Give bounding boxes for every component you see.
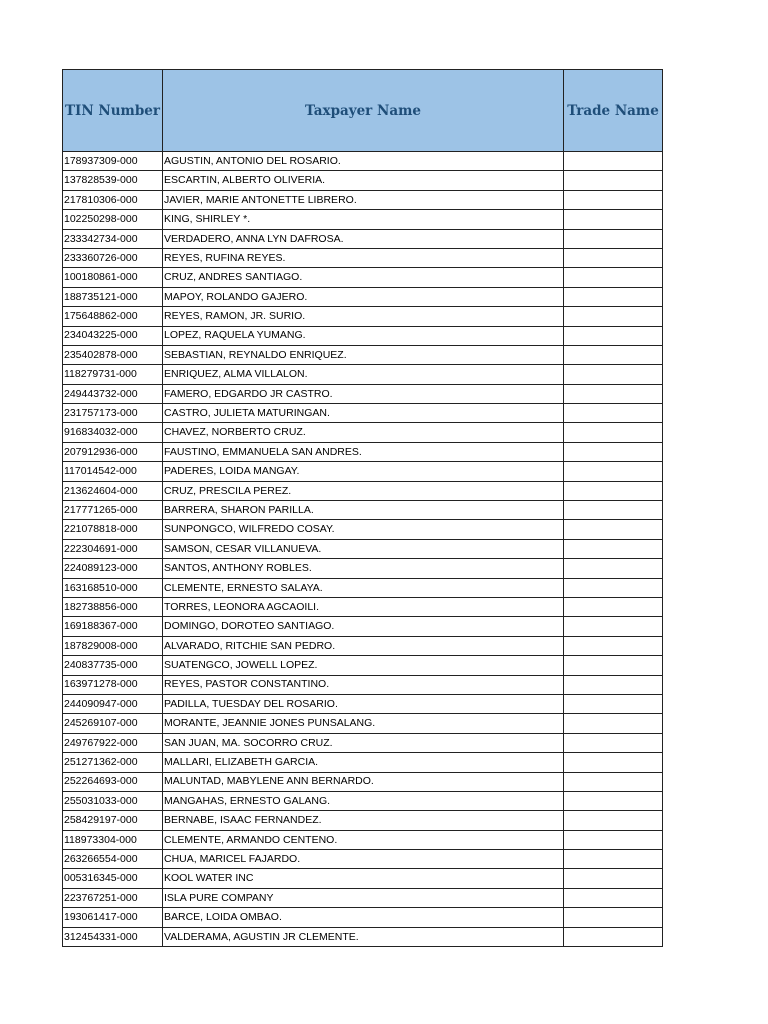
tin-number-cell: 231757173-000 [63, 404, 163, 423]
taxpayer-name-cell: BERNABE, ISAAC FERNANDEZ. [163, 811, 564, 830]
table-row [63, 772, 663, 791]
trade-name-cell [564, 210, 663, 229]
table-row [63, 656, 663, 675]
table-row [63, 462, 663, 481]
tin-number-cell: 163971278-000 [63, 675, 163, 694]
header-trade-name: Trade Name [564, 70, 663, 152]
tin-number-cell: 224089123-000 [63, 559, 163, 578]
trade-name-cell [564, 287, 663, 306]
trade-name-cell [564, 694, 663, 713]
header-row [63, 70, 663, 152]
taxpayer-name-cell: CASTRO, JULIETA MATURINGAN. [163, 404, 564, 423]
trade-name-cell [564, 908, 663, 927]
trade-name-cell [564, 481, 663, 500]
table-row [63, 675, 663, 694]
table-row [63, 539, 663, 558]
tin-number-cell: 118279731-000 [63, 365, 163, 384]
table-body [63, 152, 663, 947]
tin-number-cell: 233342734-000 [63, 229, 163, 248]
tin-number-cell: 251271362-000 [63, 753, 163, 772]
tin-number-cell: 217810306-000 [63, 190, 163, 209]
taxpayer-name-cell: SANTOS, ANTHONY ROBLES. [163, 559, 564, 578]
trade-name-cell [564, 152, 663, 171]
tin-number-cell: 207912936-000 [63, 442, 163, 461]
table-row [63, 384, 663, 403]
trade-name-cell [564, 268, 663, 287]
taxpayer-name-cell: PADILLA, TUESDAY DEL ROSARIO. [163, 694, 564, 713]
trade-name-cell [564, 850, 663, 869]
taxpayer-name-cell: LOPEZ, RAQUELA YUMANG. [163, 326, 564, 345]
tin-number-cell: 117014542-000 [63, 462, 163, 481]
tin-number-cell: 258429197-000 [63, 811, 163, 830]
trade-name-cell [564, 248, 663, 267]
taxpayer-name-cell: MORANTE, JEANNIE JONES PUNSALANG. [163, 714, 564, 733]
taxpayer-name-cell: REYES, RAMON, JR. SURIO. [163, 307, 564, 326]
table-row [63, 423, 663, 442]
taxpayer-name-cell: PADERES, LOIDA MANGAY. [163, 462, 564, 481]
trade-name-cell [564, 190, 663, 209]
table-row [63, 578, 663, 597]
taxpayer-name-cell: BARCE, LOIDA OMBAO. [163, 908, 564, 927]
table-row [63, 345, 663, 364]
tin-number-cell: 187829008-000 [63, 636, 163, 655]
taxpayer-name-cell: AGUSTIN, ANTONIO DEL ROSARIO. [163, 152, 564, 171]
tin-number-cell: 252264693-000 [63, 772, 163, 791]
tin-number-cell: 163168510-000 [63, 578, 163, 597]
taxpayer-name-cell: MANGAHAS, ERNESTO GALANG. [163, 791, 564, 810]
taxpayer-name-cell: ISLA PURE COMPANY [163, 888, 564, 907]
trade-name-cell [564, 772, 663, 791]
tin-number-cell: 234043225-000 [63, 326, 163, 345]
table-header [63, 70, 663, 152]
taxpayer-name-cell: ENRIQUEZ, ALMA VILLALON. [163, 365, 564, 384]
table-row [63, 869, 663, 888]
table-row [63, 326, 663, 345]
trade-name-cell [564, 597, 663, 616]
table-row [63, 908, 663, 927]
tin-number-cell: 178937309-000 [63, 152, 163, 171]
tin-number-cell: 263266554-000 [63, 850, 163, 869]
table-row [63, 520, 663, 539]
table-row [63, 830, 663, 849]
table-row [63, 229, 663, 248]
taxpayer-name-cell: SAMSON, CESAR VILLANUEVA. [163, 539, 564, 558]
taxpayer-name-cell: SUNPONGCO, WILFREDO COSAY. [163, 520, 564, 539]
trade-name-cell [564, 404, 663, 423]
trade-name-cell [564, 462, 663, 481]
taxpayer-name-cell: CRUZ, ANDRES SANTIAGO. [163, 268, 564, 287]
taxpayer-name-cell: ESCARTIN, ALBERTO OLIVERIA. [163, 171, 564, 190]
table-row [63, 559, 663, 578]
taxpayer-name-cell: ALVARADO, RITCHIE SAN PEDRO. [163, 636, 564, 655]
tin-number-cell: 102250298-000 [63, 210, 163, 229]
taxpayer-name-cell: CHUA, MARICEL FAJARDO. [163, 850, 564, 869]
tin-number-cell: 244090947-000 [63, 694, 163, 713]
taxpayer-table [62, 69, 663, 947]
tin-number-cell: 118973304-000 [63, 830, 163, 849]
trade-name-cell [564, 733, 663, 752]
trade-name-cell [564, 307, 663, 326]
taxpayer-name-cell: BARRERA, SHARON PARILLA. [163, 501, 564, 520]
tin-number-cell: 217771265-000 [63, 501, 163, 520]
table-row [63, 404, 663, 423]
header-tin-number: TIN Number [63, 70, 163, 152]
table-row [63, 307, 663, 326]
tin-number-cell: 221078818-000 [63, 520, 163, 539]
taxpayer-name-cell: FAUSTINO, EMMANUELA SAN ANDRES. [163, 442, 564, 461]
table-row [63, 152, 663, 171]
trade-name-cell [564, 753, 663, 772]
table-row [63, 811, 663, 830]
table-row [63, 210, 663, 229]
taxpayer-name-cell: CLEMENTE, ARMANDO CENTENO. [163, 830, 564, 849]
taxpayer-name-cell: KING, SHIRLEY *. [163, 210, 564, 229]
trade-name-cell [564, 617, 663, 636]
tin-number-cell: 169188367-000 [63, 617, 163, 636]
tin-number-cell: 240837735-000 [63, 656, 163, 675]
tin-number-cell: 223767251-000 [63, 888, 163, 907]
trade-name-cell [564, 830, 663, 849]
trade-name-cell [564, 326, 663, 345]
tin-number-cell: 175648862-000 [63, 307, 163, 326]
table-row [63, 597, 663, 616]
taxpayer-name-cell: DOMINGO, DOROTEO SANTIAGO. [163, 617, 564, 636]
tin-number-cell: 233360726-000 [63, 248, 163, 267]
tin-number-cell: 249443732-000 [63, 384, 163, 403]
table-row [63, 714, 663, 733]
taxpayer-name-cell: CRUZ, PRESCILA PEREZ. [163, 481, 564, 500]
table-row [63, 190, 663, 209]
table-row [63, 268, 663, 287]
trade-name-cell [564, 578, 663, 597]
table-row [63, 888, 663, 907]
taxpayer-name-cell: VERDADERO, ANNA LYN DAFROSA. [163, 229, 564, 248]
table-row [63, 248, 663, 267]
taxpayer-sheet [62, 69, 663, 947]
taxpayer-name-cell: CLEMENTE, ERNESTO SALAYA. [163, 578, 564, 597]
taxpayer-name-cell: MALUNTAD, MABYLENE ANN BERNARDO. [163, 772, 564, 791]
tin-number-cell: 182738856-000 [63, 597, 163, 616]
taxpayer-name-cell: VALDERAMA, AGUSTIN JR CLEMENTE. [163, 927, 564, 946]
tin-number-cell: 188735121-000 [63, 287, 163, 306]
trade-name-cell [564, 345, 663, 364]
taxpayer-name-cell: TORRES, LEONORA AGCAOILI. [163, 597, 564, 616]
trade-name-cell [564, 636, 663, 655]
taxpayer-name-cell: REYES, PASTOR CONSTANTINO. [163, 675, 564, 694]
taxpayer-name-cell: MAPOY, ROLANDO GAJERO. [163, 287, 564, 306]
taxpayer-name-cell: FAMERO, EDGARDO JR CASTRO. [163, 384, 564, 403]
taxpayer-name-cell: SEBASTIAN, REYNALDO ENRIQUEZ. [163, 345, 564, 364]
tin-number-cell: 916834032-000 [63, 423, 163, 442]
table-row [63, 636, 663, 655]
table-row [63, 617, 663, 636]
trade-name-cell [564, 229, 663, 248]
tin-number-cell: 005316345-000 [63, 869, 163, 888]
tin-number-cell: 249767922-000 [63, 733, 163, 752]
trade-name-cell [564, 811, 663, 830]
table-row [63, 791, 663, 810]
tin-number-cell: 255031033-000 [63, 791, 163, 810]
trade-name-cell [564, 520, 663, 539]
trade-name-cell [564, 539, 663, 558]
trade-name-cell [564, 714, 663, 733]
taxpayer-name-cell: SAN JUAN, MA. SOCORRO CRUZ. [163, 733, 564, 752]
table-row [63, 753, 663, 772]
trade-name-cell [564, 501, 663, 520]
trade-name-cell [564, 927, 663, 946]
table-row [63, 850, 663, 869]
tin-number-cell: 312454331-000 [63, 927, 163, 946]
table-row [63, 694, 663, 713]
tin-number-cell: 245269107-000 [63, 714, 163, 733]
header-taxpayer-name: Taxpayer Name [163, 70, 564, 152]
tin-number-cell: 100180861-000 [63, 268, 163, 287]
trade-name-cell [564, 171, 663, 190]
tin-number-cell: 213624604-000 [63, 481, 163, 500]
taxpayer-name-cell: REYES, RUFINA REYES. [163, 248, 564, 267]
table-row [63, 365, 663, 384]
taxpayer-name-cell: SUATENGCO, JOWELL LOPEZ. [163, 656, 564, 675]
trade-name-cell [564, 384, 663, 403]
taxpayer-name-cell: JAVIER, MARIE ANTONETTE LIBRERO. [163, 190, 564, 209]
trade-name-cell [564, 559, 663, 578]
trade-name-cell [564, 869, 663, 888]
tin-number-cell: 222304691-000 [63, 539, 163, 558]
table-row [63, 442, 663, 461]
tin-number-cell: 137828539-000 [63, 171, 163, 190]
table-row [63, 171, 663, 190]
table-row [63, 733, 663, 752]
trade-name-cell [564, 423, 663, 442]
tin-number-cell: 235402878-000 [63, 345, 163, 364]
taxpayer-name-cell: MALLARI, ELIZABETH GARCIA. [163, 753, 564, 772]
table-row [63, 287, 663, 306]
table-row [63, 501, 663, 520]
trade-name-cell [564, 888, 663, 907]
tin-number-cell: 193061417-000 [63, 908, 163, 927]
table-row [63, 481, 663, 500]
taxpayer-name-cell: KOOL WATER INC [163, 869, 564, 888]
trade-name-cell [564, 675, 663, 694]
taxpayer-name-cell: CHAVEZ, NORBERTO CRUZ. [163, 423, 564, 442]
trade-name-cell [564, 791, 663, 810]
trade-name-cell [564, 365, 663, 384]
trade-name-cell [564, 656, 663, 675]
trade-name-cell [564, 442, 663, 461]
table-row [63, 927, 663, 946]
